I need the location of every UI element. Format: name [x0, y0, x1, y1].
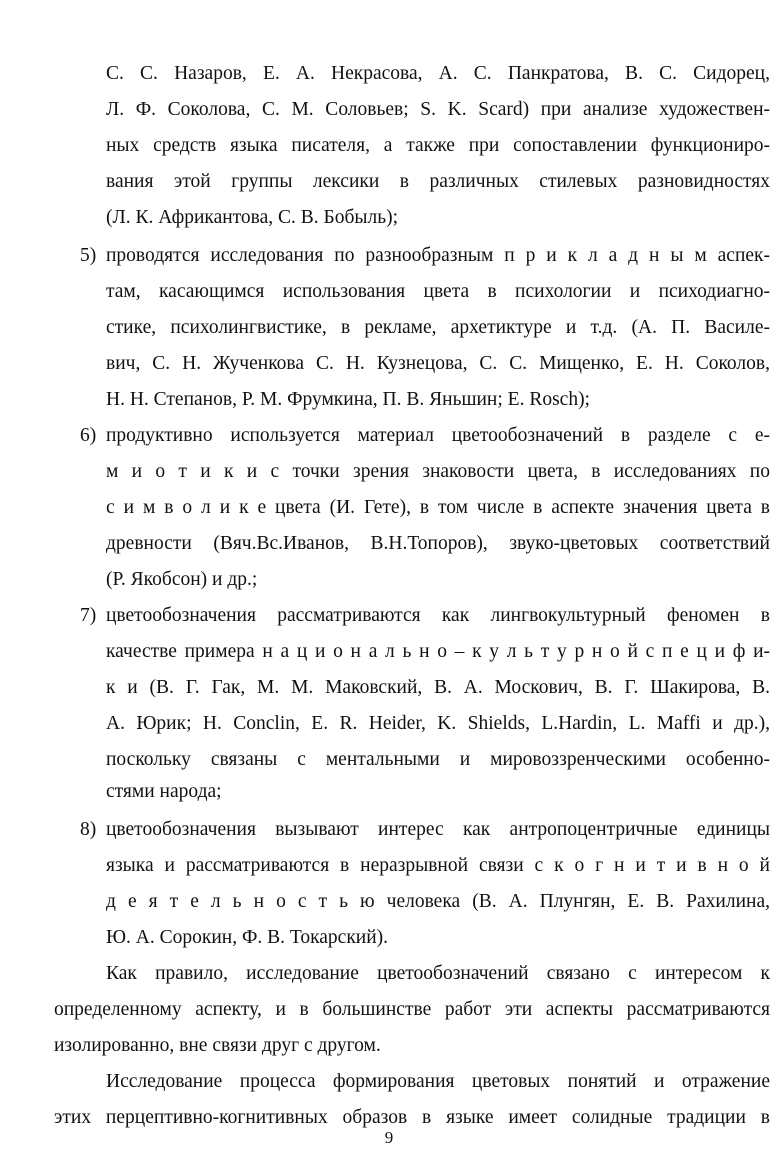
list-item-line: цветообозначения рассматриваются как лингвокультурный феномен в [106, 605, 770, 626]
list-item-line: Н. Н. Степанов, Р. М. Фрумкина, П. В. Яньшин; E. Rosch); [106, 389, 590, 410]
list-item-line: д е я т е л ь н о с т ь ю человека (В. А. Плунгян, Е. В. Рахилина, [106, 891, 770, 912]
list-item-line: языка и рассматриваются в неразрывной связи с к о г н и т и в н о й [106, 855, 770, 876]
paragraph-line: изолированно, вне связи друг с другом. [54, 1035, 381, 1056]
list-item-line: (Р. Якобсон) и др.; [106, 569, 258, 590]
list-item-line: м и о т и к и с точки зрения знаковости цвета, в исследованиях по [106, 461, 770, 482]
list-item-line: А. Юрик; H. Conclin, E. R. Heider, K. Shields, L.Hardin, L. Maffi и др.), [106, 713, 770, 734]
list-item-line: древности (Вяч.Вс.Иванов, В.Н.Топоров), звуко-цветовых соответствий [106, 533, 770, 554]
list-item-line: продуктивно используется материал цветообозначений в разделе с е- [106, 425, 770, 446]
text-line: вания этой группы лексики в различных стилевых разновидностях [106, 171, 770, 192]
list-item-number: 8) [80, 819, 97, 840]
text-line: Л. Ф. Соколова, С. М. Соловьев; S. K. Scard) при анализе художествен- [106, 99, 770, 120]
list-item-line: там, касающимся использования цвета в психологии и психодиагно- [106, 281, 770, 302]
list-item-number: 6) [80, 425, 97, 446]
list-item-line: с и м в о л и к е цвета (И. Гете), в том числе в аспекте значения цвета в [106, 497, 770, 518]
list-item-line: к и (В. Г. Гак, М. М. Маковский, В. А. Москович, В. Г. Шакирова, В. [106, 677, 770, 698]
paragraph-line: определенному аспекту, и в большинстве работ эти аспекты рассматриваются [54, 999, 770, 1020]
list-item-number: 7) [80, 605, 97, 626]
paragraph-line: Как правило, исследование цветообозначений связано с интересом к [106, 963, 770, 984]
paragraph-line: Исследование процесса формирования цветовых понятий и отражение [106, 1071, 770, 1092]
text-line: (Л. К. Африкантова, С. В. Бобыль); [106, 207, 399, 228]
paragraph-line: этих перцептивно-когнитивных образов в языке имеет солидные традиции в [54, 1107, 770, 1128]
list-item-line: стике, психолингвистике, в рекламе, архетиктуре и т.д. (А. П. Василе- [106, 317, 770, 338]
list-item-line: Ю. А. Сорокин, Ф. В. Токарский). [106, 927, 389, 948]
list-item-line: проводятся исследования по разнообразным п р и к л а д н ы м аспек- [106, 245, 770, 266]
list-item-line: качестве примера н а ц и о н а л ь н о – к у л ь т у р н о й с п е ц и ф и- [106, 641, 770, 662]
page-number: 9 [384, 1128, 394, 1147]
text-line: ных средств языка писателя, а также при сопоставлении функциониро- [106, 135, 770, 156]
list-item-line: цветообозначения вызывают интерес как антропоцентричные единицы [106, 819, 770, 840]
text-line: С. С. Назаров, Е. А. Некрасова, А. С. Панкратова, В. С. Сидорец, [106, 63, 770, 84]
list-item-number: 5) [80, 245, 97, 266]
list-item-line: поскольку связаны с ментальными и мировоззренческими особенно- [106, 749, 770, 770]
list-item-line: стями народа; [106, 781, 222, 802]
list-item-line: вич, С. Н. Жученкова С. Н. Кузнецова, С. С. Мищенко, Е. Н. Соколов, [106, 353, 770, 374]
